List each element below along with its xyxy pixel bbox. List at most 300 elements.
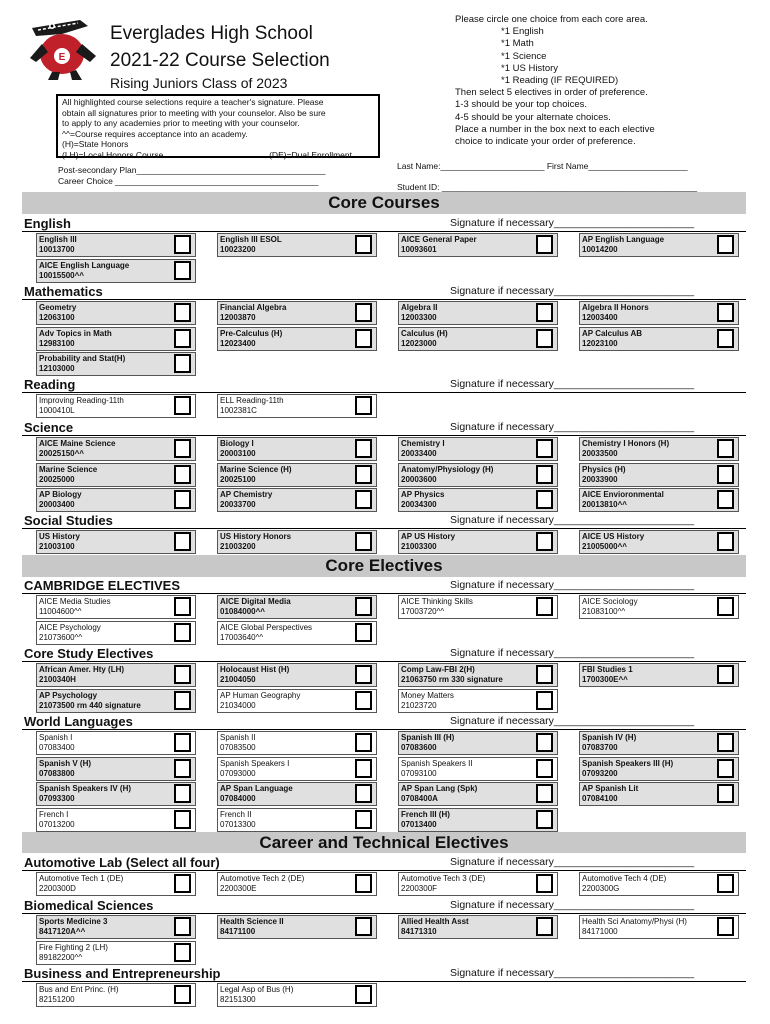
course-cell <box>579 782 739 806</box>
course-code: 21034000 <box>220 700 256 710</box>
course-code: 20025000 <box>39 474 75 484</box>
course-title: AP Human Geography <box>220 690 301 700</box>
preference-box[interactable] <box>717 439 734 458</box>
course-code: 21004050 <box>220 675 256 684</box>
course-cell <box>579 463 739 487</box>
course-code: 20013810^^ <box>582 500 627 509</box>
section-header <box>22 512 746 529</box>
preference-box[interactable] <box>174 784 191 803</box>
course-code: 07083500 <box>220 743 256 752</box>
course-code: 07083700 <box>582 743 618 752</box>
preference-box[interactable] <box>355 691 372 710</box>
preference-box[interactable] <box>717 329 734 348</box>
preference-box[interactable] <box>536 810 553 829</box>
course-title: Automotive Tech 1 (DE) <box>39 874 124 883</box>
course-title: Geometry <box>39 303 77 312</box>
course-code: 07093300 <box>39 794 75 803</box>
preference-box[interactable] <box>355 303 372 322</box>
course-code: 20025100 <box>220 474 256 484</box>
course-code: 17003720^^ <box>401 607 445 616</box>
course-cell <box>217 463 377 487</box>
course-title: Automotive Tech 2 (DE) <box>220 874 305 883</box>
course-title: AICE Psychology <box>39 622 101 632</box>
course-code: 2100340H <box>39 675 76 684</box>
course-cell <box>36 689 196 713</box>
course-cell <box>36 463 196 487</box>
course-code: 10093601 <box>401 245 437 254</box>
course-code: 21073500 rm 440 signature <box>39 700 141 710</box>
section-title: Automotive Lab (Select all four) <box>24 855 220 870</box>
preference-box[interactable] <box>717 665 734 684</box>
course-cell <box>217 808 377 832</box>
course-title: Marine Science <box>39 464 98 474</box>
course-code: 84171000 <box>582 927 618 936</box>
preference-box[interactable] <box>355 465 372 484</box>
course-cell <box>579 301 739 325</box>
school-name: Everglades High School <box>110 23 313 44</box>
course-title: Spanish Speakers II <box>401 758 473 768</box>
course-cell <box>36 530 196 554</box>
course-title: AICE US History <box>582 532 645 541</box>
course-code: 12003300 <box>401 313 437 322</box>
course-cell <box>217 233 377 257</box>
course-title: Pre-Calculus (H) <box>220 328 283 338</box>
course-cell <box>579 327 739 351</box>
preference-box[interactable] <box>536 917 553 936</box>
course-cell <box>398 663 558 687</box>
preference-box[interactable] <box>536 303 553 322</box>
course-title: Algebra II <box>401 303 438 312</box>
course-title: AICE General Paper <box>401 235 477 244</box>
course-code: 21003300 <box>401 542 437 551</box>
section-title: Mathematics <box>24 284 103 299</box>
course-title: Fire Fighting 2 (LH) <box>39 942 108 952</box>
course-cell <box>398 915 558 939</box>
course-cell <box>217 488 377 512</box>
course-code: 10023200 <box>220 245 256 254</box>
section-header <box>22 577 746 594</box>
course-title: AP Calculus AB <box>582 328 643 338</box>
course-cell <box>398 488 558 512</box>
course-code: 89182200^^ <box>39 952 83 962</box>
course-code: 21005000^^ <box>582 542 627 551</box>
course-code: 21003200 <box>220 542 256 551</box>
preference-box[interactable] <box>174 597 191 616</box>
course-cell <box>398 689 558 713</box>
course-code: 2200300G <box>582 884 620 893</box>
preference-box[interactable] <box>717 759 734 778</box>
course-cell <box>579 488 739 512</box>
course-code: 12103000 <box>39 364 75 373</box>
preference-box[interactable] <box>717 490 734 509</box>
preference-box[interactable] <box>174 303 191 322</box>
preference-box[interactable] <box>536 665 553 684</box>
course-cell <box>398 437 558 461</box>
note-line: (H)=State Honors <box>62 139 129 149</box>
preference-box[interactable] <box>355 874 372 893</box>
course-cell <box>579 437 739 461</box>
preference-box[interactable] <box>536 691 553 710</box>
course-cell <box>217 689 377 713</box>
course-code: 07093100 <box>401 768 437 778</box>
preference-box[interactable] <box>717 784 734 803</box>
preference-box[interactable] <box>174 439 191 458</box>
course-title: Chemistry I <box>401 439 445 448</box>
course-title: Health Sci Anatomy/Physi (H) <box>582 917 687 926</box>
course-cell <box>217 437 377 461</box>
course-code: 2200300E <box>220 884 257 893</box>
course-code: 10014200 <box>582 245 618 254</box>
preference-box[interactable] <box>355 439 372 458</box>
course-title: AICE Sociology <box>582 597 638 606</box>
instruction-line: Then select 5 electives in order of preference. <box>455 87 648 99</box>
course-title: AICE Maine Science <box>39 439 116 448</box>
course-cell <box>398 808 558 832</box>
course-code: 20033400 <box>401 449 437 458</box>
course-title: Bus and Ent Princ. (H) <box>39 985 119 994</box>
preference-box[interactable] <box>174 235 191 254</box>
course-cell <box>36 941 196 965</box>
preference-box[interactable] <box>174 810 191 829</box>
student-id-field[interactable]: Student ID: ______________________________________________________ <box>397 182 698 192</box>
signature-line[interactable]: Signature if necessary________________________ <box>450 217 695 229</box>
note-line: (DE)=Dual Enrollment <box>269 149 352 160</box>
instructions <box>455 14 655 148</box>
instruction-line: *1 Reading (IF REQUIRED) <box>501 75 619 87</box>
course-title: Financial Algebra <box>220 303 287 312</box>
preference-box[interactable] <box>174 733 191 752</box>
preference-box[interactable] <box>355 665 372 684</box>
course-cell <box>398 731 558 755</box>
signature-line[interactable]: Signature if necessary________________________ <box>450 285 695 297</box>
instruction-line: Place a number in the box next to each elective <box>455 123 655 135</box>
course-title: Improving Reading-11th <box>39 396 124 405</box>
course-cell <box>217 782 377 806</box>
course-cell <box>36 352 196 376</box>
section-header <box>22 215 746 232</box>
course-cell <box>36 327 196 351</box>
course-title: AICE Envioronmental <box>582 490 664 499</box>
preference-box[interactable] <box>717 917 734 936</box>
course-cell <box>217 915 377 939</box>
course-code: 2200300D <box>39 884 76 893</box>
course-title: US History <box>39 532 80 541</box>
preference-box[interactable] <box>355 396 372 415</box>
course-code: 21063750 rm 330 signature <box>401 675 503 684</box>
preference-box[interactable] <box>174 490 191 509</box>
preference-box[interactable] <box>174 465 191 484</box>
section-title: English <box>24 216 71 231</box>
course-cell <box>217 621 377 645</box>
course-code: 12003400 <box>582 313 618 322</box>
course-code: 01084000^^ <box>220 607 265 616</box>
course-code: 12023000 <box>401 338 437 348</box>
course-title: AP Biology <box>39 490 82 499</box>
note-line: to apply to any academies prior to meeting with your counselor. <box>62 118 300 128</box>
course-code: 84171310 <box>401 927 437 936</box>
signature-line[interactable]: Signature if necessary________________________ <box>450 899 695 911</box>
preference-box[interactable] <box>536 733 553 752</box>
band-elect: Core Electives <box>22 555 746 577</box>
preference-box[interactable] <box>536 597 553 616</box>
section-header <box>22 419 746 436</box>
signature-line[interactable]: Signature if necessary________________________ <box>450 647 695 659</box>
course-cell <box>36 394 196 418</box>
course-cell <box>36 595 196 619</box>
course-code: 1002381C <box>220 406 257 415</box>
course-code: 0708400A <box>401 794 438 803</box>
course-title: Allied Health Asst <box>401 917 469 926</box>
course-code: 20034300 <box>401 500 437 509</box>
course-code: 8417120A^^ <box>39 927 86 936</box>
course-cell <box>36 233 196 257</box>
note-line: (LH)=Local Honors Course <box>62 149 164 160</box>
course-cell <box>36 782 196 806</box>
course-cell <box>36 808 196 832</box>
course-cell <box>217 663 377 687</box>
preference-box[interactable] <box>174 759 191 778</box>
preference-box[interactable] <box>536 759 553 778</box>
course-code: 17003640^^ <box>220 632 264 642</box>
course-cell <box>579 915 739 939</box>
preference-box[interactable] <box>355 597 372 616</box>
preference-box[interactable] <box>536 784 553 803</box>
preference-box[interactable] <box>174 917 191 936</box>
preference-box[interactable] <box>536 490 553 509</box>
course-code: 07093200 <box>582 768 618 778</box>
course-title: English III <box>39 235 77 244</box>
note-line: ^^=Course requires acceptance into an academy. <box>62 128 248 139</box>
section-header <box>22 283 746 300</box>
preference-box[interactable] <box>717 597 734 616</box>
course-title: Health Science II <box>220 917 284 926</box>
section-title: Social Studies <box>24 513 113 528</box>
preference-box[interactable] <box>536 439 553 458</box>
course-cell <box>398 872 558 896</box>
course-title: Spanish Speakers I <box>220 758 290 768</box>
signature-line[interactable]: Signature if necessary________________________ <box>450 967 695 979</box>
course-cell <box>398 782 558 806</box>
preference-box[interactable] <box>717 303 734 322</box>
preference-box[interactable] <box>355 623 372 642</box>
course-cell <box>398 595 558 619</box>
preference-box[interactable] <box>355 917 372 936</box>
course-code: 11004600^^ <box>39 607 82 616</box>
course-code: 07013200 <box>39 819 75 829</box>
course-code: 84171100 <box>220 927 256 936</box>
course-code: 07013400 <box>401 819 437 829</box>
course-title: Algebra II Honors <box>582 303 649 312</box>
course-cell <box>36 621 196 645</box>
course-title: ELL Reading-11th <box>220 396 284 405</box>
section-title: Biomedical Sciences <box>24 898 154 913</box>
preference-box[interactable] <box>174 329 191 348</box>
course-code: 20033500 <box>582 449 618 458</box>
course-cell <box>217 595 377 619</box>
svg-text:E: E <box>58 52 66 63</box>
course-cell <box>36 301 196 325</box>
course-title: AP English Language <box>582 235 665 244</box>
course-title: Spanish Speakers IV (H) <box>39 784 132 793</box>
name-fields[interactable]: Last Name:______________________ First Name_____________________ <box>397 161 688 171</box>
signature-line[interactable]: Signature if necessary________________________ <box>450 715 695 727</box>
course-code: 07093000 <box>220 768 256 778</box>
course-title: Calculus (H) <box>401 328 448 338</box>
preference-box[interactable] <box>174 665 191 684</box>
course-cell <box>217 301 377 325</box>
preference-box[interactable] <box>536 532 553 551</box>
section-header <box>22 645 746 662</box>
preference-box[interactable] <box>355 759 372 778</box>
course-title: French II <box>220 809 252 819</box>
course-cell <box>579 872 739 896</box>
preference-box[interactable] <box>536 235 553 254</box>
course-cell <box>217 394 377 418</box>
course-cell <box>398 463 558 487</box>
course-code: 12023100 <box>582 338 618 348</box>
signature-line[interactable]: Signature if necessary________________________ <box>450 579 695 591</box>
course-code: 1000410L <box>39 406 75 415</box>
course-cell <box>36 488 196 512</box>
course-title: Spanish IV (H) <box>582 733 637 742</box>
section-title: World Languages <box>24 714 133 729</box>
course-code: 20003400 <box>39 500 75 509</box>
class-line: Rising Juniors Class of 2023 <box>110 75 288 91</box>
course-cell <box>217 327 377 351</box>
section-header <box>22 854 746 871</box>
course-code: 07083400 <box>39 743 75 752</box>
preference-box[interactable] <box>174 691 191 710</box>
course-cell <box>36 757 196 781</box>
course-title: Legal Asp of Bus (H) <box>220 985 294 994</box>
preference-box[interactable] <box>174 623 191 642</box>
course-title: AICE Thinking Skills <box>401 597 473 606</box>
section-header <box>22 897 746 914</box>
course-code: 12023400 <box>220 338 256 348</box>
course-title: AICE Digital Media <box>220 597 291 606</box>
course-code: 10013700 <box>39 245 75 254</box>
note-line: obtain all signatures prior to meeting with your counselor. Also be sure <box>62 107 326 118</box>
preference-box[interactable] <box>355 733 372 752</box>
preference-box[interactable] <box>174 985 191 1004</box>
course-title: Spanish II <box>220 733 256 742</box>
preference-box[interactable] <box>355 810 372 829</box>
course-cell <box>36 259 196 283</box>
section-title: Core Study Electives <box>24 646 154 661</box>
preference-box[interactable] <box>355 490 372 509</box>
course-cell <box>579 757 739 781</box>
course-title: AICE Global Perspectives <box>220 622 313 632</box>
preference-box[interactable] <box>174 396 191 415</box>
preference-box[interactable] <box>536 465 553 484</box>
preference-box[interactable] <box>536 329 553 348</box>
course-cell <box>398 327 558 351</box>
signature-notes <box>56 94 380 158</box>
course-title: AP US History <box>401 532 456 541</box>
course-title: Adv Topics in Math <box>39 328 112 338</box>
course-code: 12063100 <box>39 313 75 322</box>
band-cte: Career and Technical Electives <box>22 832 746 853</box>
signature-line[interactable]: Signature if necessary________________________ <box>450 378 695 390</box>
section-title: Business and Entrepreneurship <box>24 966 221 981</box>
course-title: Sports Medicine 3 <box>39 917 108 926</box>
course-code: 20033700 <box>220 500 256 509</box>
course-title: Spanish III (H) <box>401 733 455 742</box>
preference-box[interactable] <box>355 532 372 551</box>
section-title: Reading <box>24 377 76 392</box>
course-cell <box>36 872 196 896</box>
course-title: French I <box>39 809 69 819</box>
course-title: AP Span Language <box>220 784 293 793</box>
gator-logo <box>22 14 102 80</box>
instruction-line: *1 English <box>501 26 544 38</box>
preference-box[interactable] <box>717 733 734 752</box>
course-code: 21003100 <box>39 542 75 551</box>
preference-box[interactable] <box>717 235 734 254</box>
course-title: Spanish V (H) <box>39 758 92 768</box>
course-cell <box>36 437 196 461</box>
course-title: Probability and Stat(H) <box>39 354 126 363</box>
signature-line[interactable]: Signature if necessary________________________ <box>450 421 695 433</box>
signature-line[interactable]: Signature if necessary________________________ <box>450 514 695 526</box>
preference-box[interactable] <box>355 329 372 348</box>
preference-box[interactable] <box>717 874 734 893</box>
signature-line[interactable]: Signature if necessary________________________ <box>450 856 695 868</box>
course-title: Money Matters <box>401 690 454 700</box>
course-title: AP Span Lang (Spk) <box>401 784 478 793</box>
course-code: 07013300 <box>220 819 256 829</box>
course-title: French III (H) <box>401 809 450 819</box>
career-choice-field[interactable]: Career Choice ___________________________________________ <box>58 176 319 186</box>
preference-box[interactable] <box>174 532 191 551</box>
preference-box[interactable] <box>174 874 191 893</box>
course-code: 20025150^^ <box>39 449 84 458</box>
course-title: Automotive Tech 4 (DE) <box>582 874 667 883</box>
preference-box[interactable] <box>536 874 553 893</box>
course-cell <box>36 663 196 687</box>
course-cell <box>579 595 739 619</box>
note-line: All highlighted course selections require a teacher's signature. Please <box>62 97 324 107</box>
preference-box[interactable] <box>355 235 372 254</box>
preference-box[interactable] <box>355 985 372 1004</box>
course-title: Anatomy/Physiology (H) <box>401 464 494 474</box>
course-cell <box>579 731 739 755</box>
instruction-line: *1 US History <box>501 62 559 74</box>
course-code: 21023720 <box>401 700 437 710</box>
course-code: 20003600 <box>401 474 437 484</box>
instruction-line: *1 Science <box>501 50 547 62</box>
band-core: Core Courses <box>22 192 746 214</box>
preference-box[interactable] <box>717 465 734 484</box>
postsecondary-plan-field[interactable]: Post-secondary Plan________________________________________ <box>58 165 326 175</box>
course-code: 21083100^^ <box>582 607 626 616</box>
course-title: Marine Science (H) <box>220 464 292 474</box>
preference-box[interactable] <box>355 784 372 803</box>
course-cell <box>398 530 558 554</box>
instruction-line: *1 Math <box>501 38 534 50</box>
course-cell <box>36 983 196 1007</box>
preference-box[interactable] <box>174 261 191 280</box>
course-title: Biology I <box>220 439 254 448</box>
course-code: 07083800 <box>39 768 75 778</box>
preference-box[interactable] <box>174 943 191 962</box>
course-title: English III ESOL <box>220 235 282 244</box>
preference-box[interactable] <box>174 354 191 373</box>
course-cell <box>217 530 377 554</box>
course-cell <box>217 872 377 896</box>
course-cell <box>217 983 377 1007</box>
preference-box[interactable] <box>717 532 734 551</box>
